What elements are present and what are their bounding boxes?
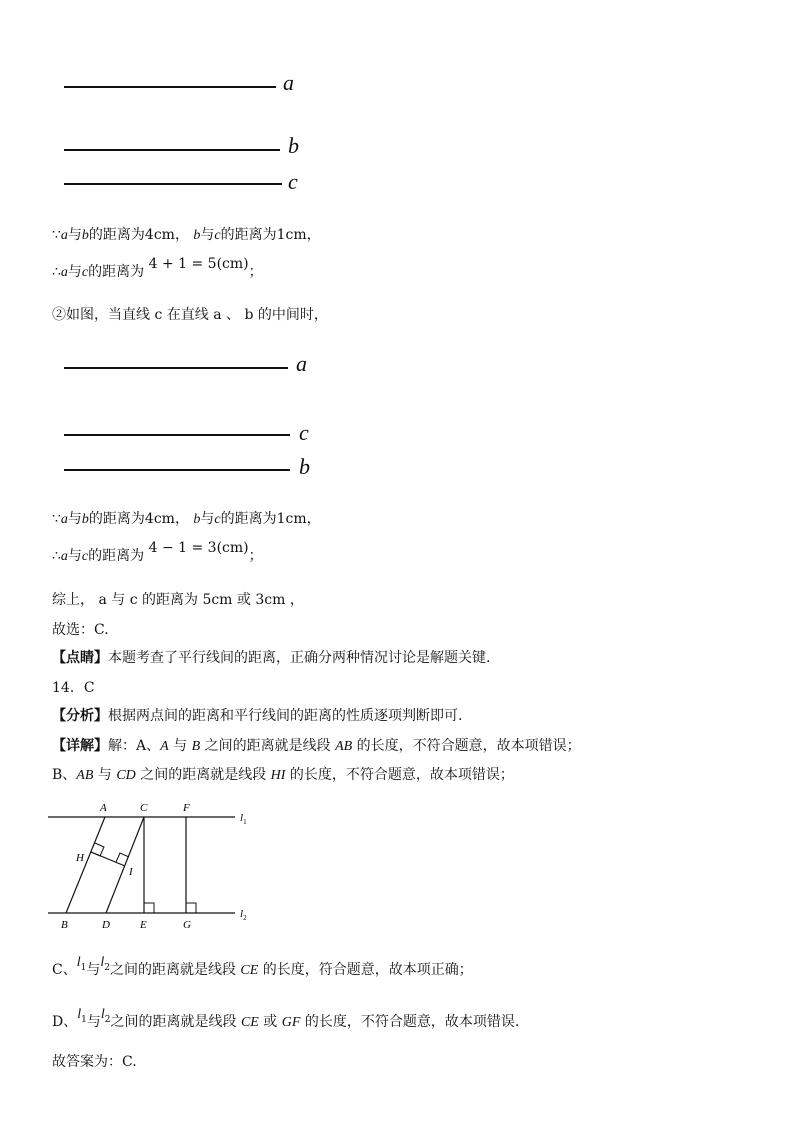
segment-AB	[66, 817, 105, 913]
label-c: c	[288, 169, 298, 194]
question-14: 14．C	[52, 680, 95, 696]
point-I: I	[129, 866, 133, 878]
point-C: C	[140, 802, 148, 814]
case1-line1: ∵a与b的距离为4cm， b与c的距离为1cm，	[52, 227, 321, 243]
case2-line2: ∴a与c的距离为 4 − 1 = 3(cm)；	[52, 540, 263, 564]
comment: 【点睛】本题考查了平行线间的距离，正确分两种情况讨论是解题关键.	[52, 650, 491, 666]
line-c	[64, 183, 282, 185]
line-c	[64, 434, 290, 436]
summary: 综上， a 与 c 的距离为 5cm 或 3cm ，	[52, 592, 304, 608]
label-a: a	[296, 351, 307, 376]
label-a: a	[283, 70, 294, 95]
final-answer: 故答案为：C.	[52, 1054, 137, 1070]
analysis: 【分析】根据两点间的距离和平行线间的距离的性质逐项判断即可.	[52, 708, 463, 724]
label-c: c	[299, 420, 309, 445]
label-b: b	[299, 454, 310, 479]
label-l1: $l_1$	[240, 812, 247, 826]
line-b	[64, 469, 290, 471]
point-B: B	[61, 919, 68, 931]
point-H: H	[76, 852, 84, 864]
label-l2: $l_2$	[240, 908, 247, 922]
geometry-figure	[40, 795, 270, 935]
option-b: B、AB 与 CD 之间的距离就是线段 HI 的长度，不符合题意，故本项错误；	[52, 767, 514, 783]
case2-line1: ∵a与b的距离为4cm， b与c的距离为1cm，	[52, 511, 321, 527]
line-a	[64, 86, 276, 88]
choose-answer: 故选：C.	[52, 622, 109, 638]
right-angle-G	[186, 903, 196, 913]
detail-option-a: 【详解】解：A、A 与 B 之间的距离就是线段 AB 的长度，不符合题意，故本项错误；	[52, 738, 581, 754]
case2-intro: ②如图，当直线 c 在直线 a 、 b 的中间时，	[52, 307, 328, 323]
point-F: F	[183, 802, 190, 814]
point-G: G	[183, 919, 191, 931]
line-a	[64, 367, 288, 369]
option-c: C、$l_1$与$l_2$之间的距离就是线段 CE 的长度，符合题意，故本项正确；	[52, 955, 473, 978]
point-D: D	[102, 919, 110, 931]
point-A: A	[100, 802, 107, 814]
point-E: E	[140, 919, 147, 931]
segment-CD	[106, 817, 144, 913]
right-angle-E	[144, 903, 154, 913]
label-b: b	[288, 133, 299, 158]
case1-line2: ∴a与c的距离为 4 + 1 = 5(cm)；	[52, 256, 263, 280]
line-b	[64, 149, 280, 151]
option-d: D、$l_1$与$l_2$之间的距离就是线段 CE 或 GF 的长度，不符合题意，故本项错误.	[52, 1007, 520, 1030]
